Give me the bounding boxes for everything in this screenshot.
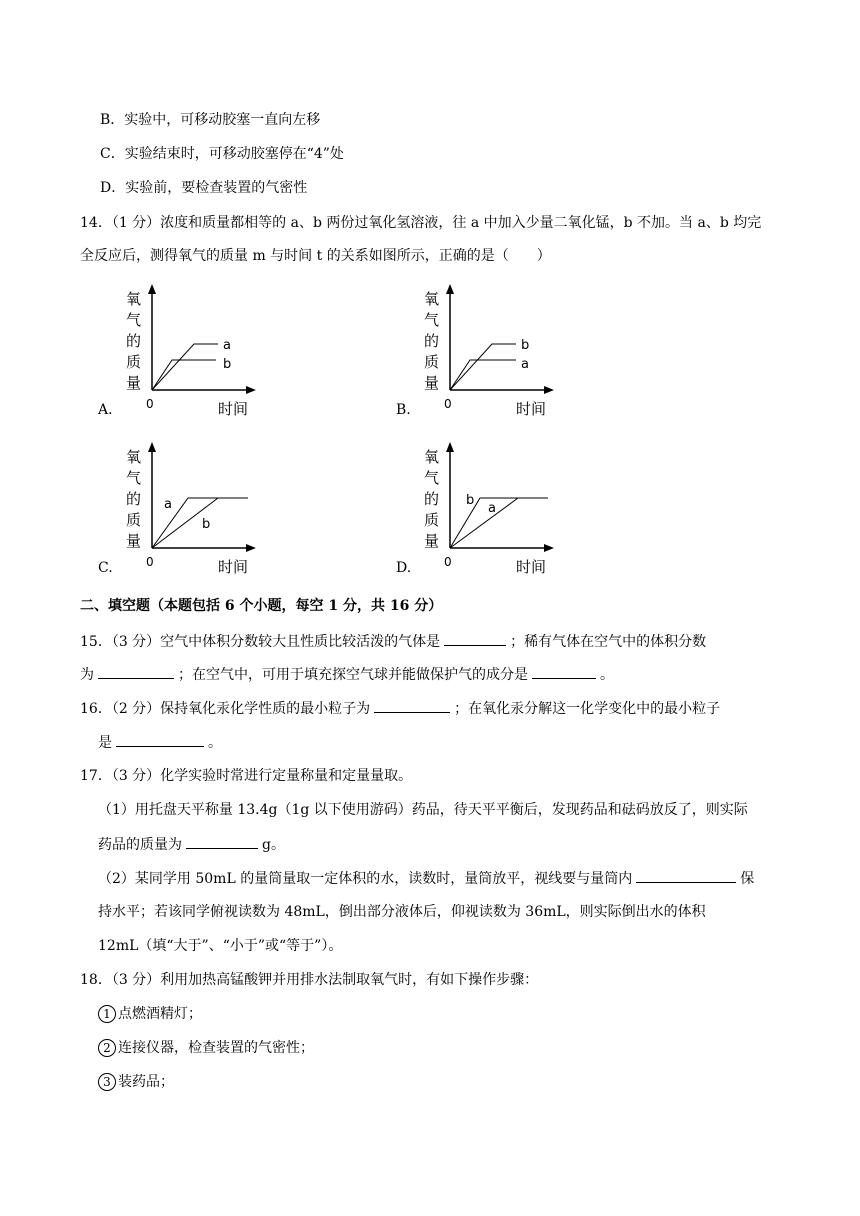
q15-text: 为 (80, 667, 94, 683)
q18-step-1 (98, 1004, 202, 1024)
step-number: 3 (98, 1073, 116, 1091)
q16-text: 是 (98, 735, 112, 751)
q18-step-3 (98, 1072, 174, 1092)
graph-a-letter: A. (98, 402, 113, 418)
curve-b (450, 344, 516, 390)
q17-text: （2）某同学用 50mL 的量筒量取一定体积的水，读数时，量筒放平，视线要与量筒内 (98, 871, 633, 887)
curve-b (450, 498, 548, 548)
curve-label: a (521, 357, 529, 372)
q16-text: ；在氧化汞分解这一化学变化中的最小粒子 (454, 701, 721, 717)
step-number: 1 (98, 1005, 116, 1023)
ylabel-char: 氧 (424, 290, 440, 308)
ylabel-char: 氧 (126, 448, 142, 466)
q15-text: ；稀有气体在空气中的体积分数 (510, 634, 707, 650)
origin-label: 0 (444, 555, 452, 569)
ylabel-char: 氧 (126, 290, 142, 308)
step-number: 2 (98, 1039, 116, 1057)
q15-text: 15．（3 分）空气中体积分数较大且性质比较活泼的气体是 (80, 634, 441, 650)
q16-line1 (80, 698, 720, 719)
ylabel-char: 气 (126, 469, 142, 487)
ylabel-char: 氧 (424, 448, 440, 466)
q18-line1: 18．（3 分）利用加热高锰酸钾并用排水法制取氧气时，有如下操作步骤： (80, 972, 539, 988)
q15-text: ；在空气中，可用于填充探空气球并能做保护气的成分是 (178, 667, 528, 683)
answer-blank[interactable] (444, 631, 506, 646)
curve-b (152, 360, 216, 390)
curve-a (450, 360, 516, 390)
curve-label: b (202, 517, 211, 532)
ylabel-char: 气 (126, 311, 142, 329)
ylabel-char: 质 (424, 353, 440, 371)
q16-text: 。 (208, 735, 222, 751)
ylabel-char: 的 (424, 332, 440, 350)
q16-text: 16．（2 分）保持氧化汞化学性质的最小粒子为 (80, 701, 371, 717)
x-axis-arrow (246, 386, 256, 394)
step-text: 连接仪器，检查装置的气密性； (118, 1040, 314, 1056)
graph-d-letter: D. (396, 560, 412, 576)
y-axis-arrow (148, 284, 156, 294)
q17-2-line1 (98, 868, 754, 889)
q17-text: 保 (740, 871, 755, 887)
ylabel-char: 量 (424, 532, 440, 550)
answer-blank[interactable] (186, 834, 258, 849)
x-axis-label: 时间 (516, 400, 547, 417)
option-b-text: B．实验中，可移动胶塞一直向左移 (100, 112, 321, 128)
curve-label: a (488, 501, 496, 516)
ylabel-char: 的 (126, 332, 142, 350)
curve-label: b (223, 357, 232, 372)
graph-d (418, 440, 558, 575)
q14-line1: 14．（1 分）浓度和质量都相等的 a、b 两份过氧化氢溶液，往 a 中加入少量二氧化锰，b 不加。当 a、b 均完 (80, 215, 762, 231)
y-axis-arrow (446, 284, 454, 294)
ylabel-char: 量 (424, 374, 440, 392)
y-axis-label (126, 290, 141, 392)
ylabel-char: 气 (424, 311, 440, 329)
curve-label: a (164, 497, 172, 512)
y-axis-arrow (446, 442, 454, 452)
curve-a (152, 344, 218, 390)
q17-line1: 17．（3 分）化学实验时常进行定量称量和定量量取。 (80, 768, 413, 784)
answer-blank[interactable] (374, 698, 450, 713)
curve-label: b (466, 493, 475, 508)
step-text: 点燃酒精灯； (118, 1006, 202, 1022)
q17-1-line2 (98, 834, 285, 855)
ylabel-char: 质 (126, 511, 142, 529)
q16-line2 (98, 732, 222, 753)
answer-blank[interactable] (116, 732, 204, 747)
q17-1-line1: （1）用托盘天平称量 13.4g（1g 以下使用游码）药品，待天平平衡后，发现药品和砝码放反了，则实际 (98, 802, 748, 818)
graph-c (120, 440, 260, 575)
graph-a (120, 282, 260, 417)
curve-a (450, 498, 518, 548)
option-c-text: C．实验结束时，可移动胶塞停在“4”处 (100, 146, 344, 162)
q17-text: g。 (262, 837, 285, 853)
ylabel-char: 量 (126, 374, 142, 392)
curve-label: a (223, 338, 231, 353)
section-heading: 二、填空题（本题包括 6 个小题，每空 1 分，共 16 分） (80, 598, 443, 614)
x-axis-label: 时间 (218, 558, 249, 575)
step-text: 装药品； (118, 1074, 174, 1090)
q15-line2 (80, 664, 614, 685)
x-axis-arrow (544, 544, 554, 552)
x-axis-arrow (246, 544, 256, 552)
q17-2-line2: 持水平；若该同学俯视读数为 48mL，倒出部分液体后，仰视读数为 36mL，则实际倒出水的体积 (98, 904, 706, 920)
origin-label: 0 (146, 555, 154, 569)
q17-text: 药品的质量为 (98, 837, 182, 853)
x-axis-arrow (544, 386, 554, 394)
q17-2-line3: 12mL（填“大于”、“小于”或“等于”）。 (98, 938, 343, 954)
curve-label: b (521, 338, 530, 353)
graph-b (418, 282, 558, 417)
answer-blank[interactable] (636, 868, 736, 883)
ylabel-char: 的 (424, 490, 440, 508)
origin-label: 0 (444, 397, 452, 411)
q15-text: 。 (600, 667, 614, 683)
x-axis-label: 时间 (218, 400, 249, 417)
q15-line1 (80, 631, 706, 652)
graph-c-letter: C. (98, 560, 113, 576)
x-axis-label: 时间 (516, 558, 547, 575)
ylabel-char: 气 (424, 469, 440, 487)
answer-blank[interactable] (98, 664, 174, 679)
q14-line2: 全反应后，测得氧气的质量 m 与时间 t 的关系如图所示，正确的是（ ） (80, 248, 551, 264)
graph-b-letter: B. (396, 402, 411, 418)
ylabel-char: 量 (126, 532, 142, 550)
ylabel-char: 的 (126, 490, 142, 508)
q18-step-2 (98, 1038, 314, 1058)
y-axis-arrow (148, 442, 156, 452)
ylabel-char: 质 (424, 511, 440, 529)
answer-blank[interactable] (532, 664, 596, 679)
ylabel-char: 质 (126, 353, 142, 371)
origin-label: 0 (146, 397, 154, 411)
option-d-text: D．实验前，要检查装置的气密性 (100, 180, 308, 196)
